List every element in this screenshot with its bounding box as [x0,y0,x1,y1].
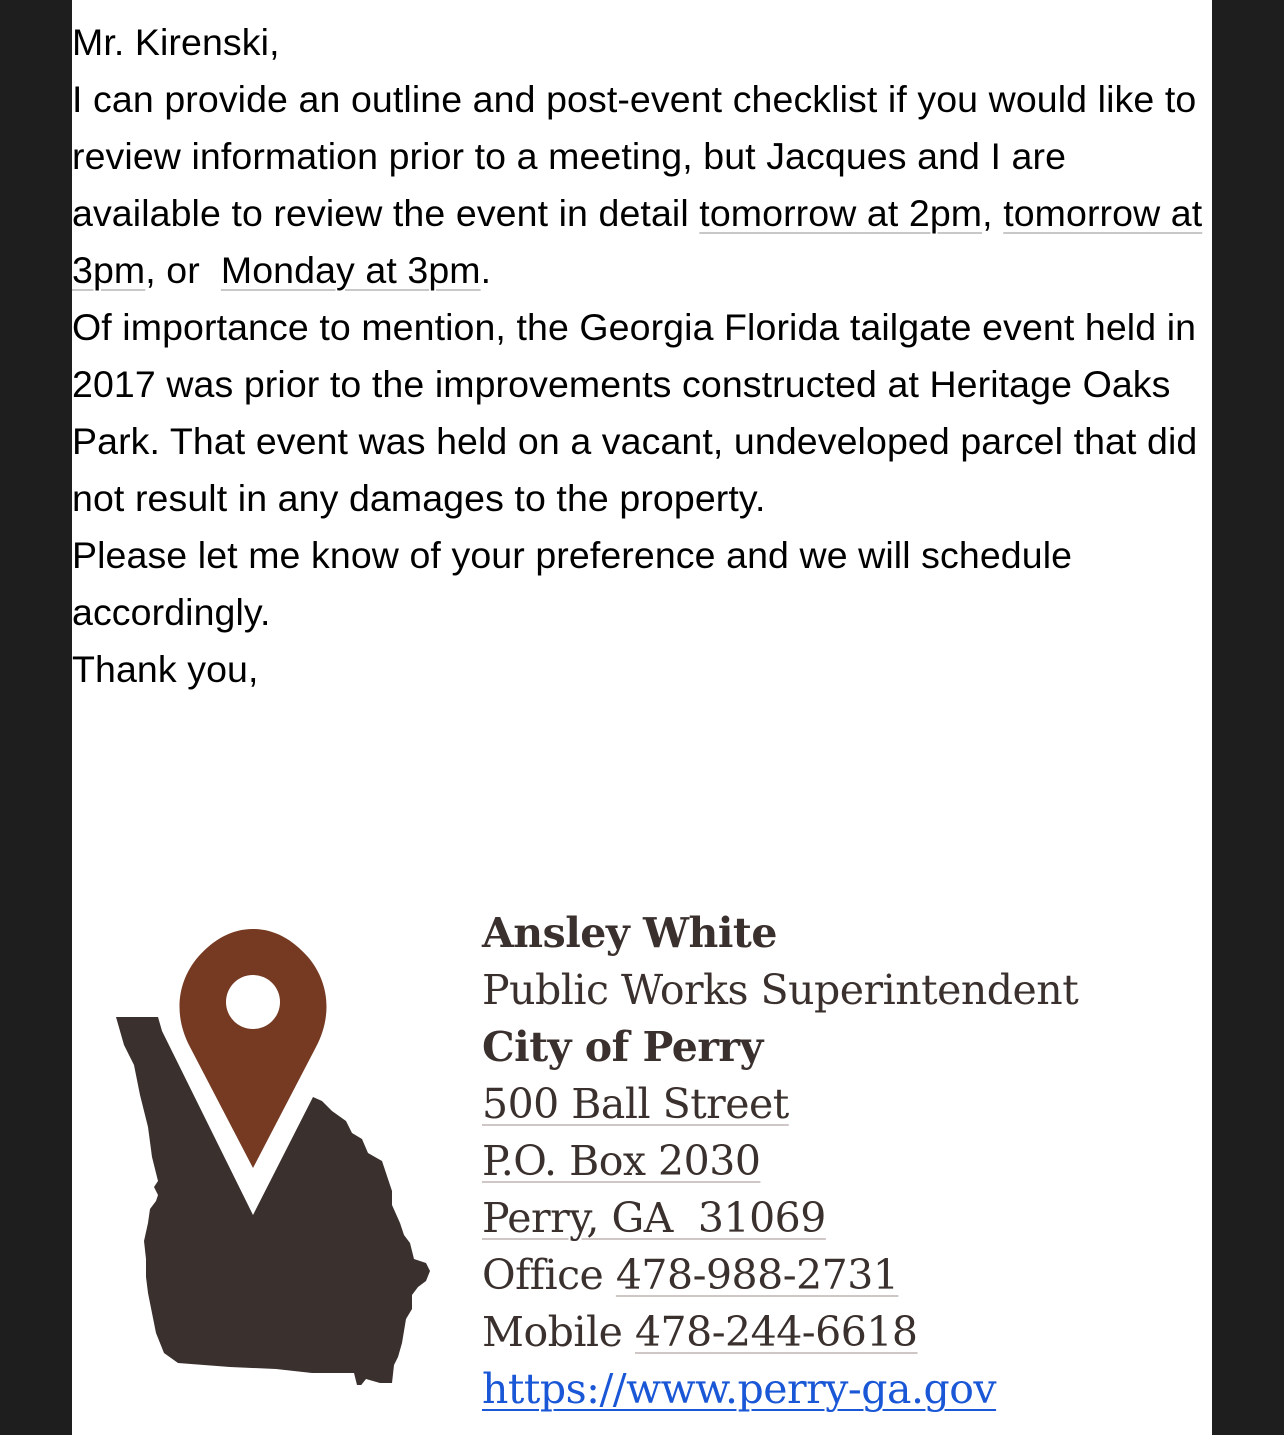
address-link-po-box[interactable]: P.O. Box 2030 [482,1137,761,1185]
signature-name: Ansley White [482,909,777,957]
email-message [72,14,1212,698]
website-link[interactable]: https://www.perry-ga.gov [482,1365,997,1413]
mobile-phone-link[interactable]: 478-244-6618 [634,1308,918,1356]
availability-text: I can provide an outline and post-event checklist if you would like to review information prior to a meeting, but Jacques and I are available to review the event in detail [72,78,1197,234]
signature-title: Public Works Superintendent [482,966,1079,1014]
signature-organization: City of Perry [482,1023,763,1071]
address-link-street[interactable]: 500 Ball Street [482,1080,789,1128]
email-body [72,0,1212,1435]
paragraph-availability [72,71,1212,299]
office-phone-link[interactable]: 478-988-2731 [615,1251,899,1299]
period-text: . [480,249,492,291]
paragraph-request: Please let me know of your preference and we will schedule accordingly. [72,534,1073,633]
time-option-link-1[interactable]: tomorrow at 2pm [699,192,983,234]
paragraph-context: Of importance to mention, the Georgia Florida tailgate event held in 2017 was prior to the improvements constructed at Heritage Oaks Park. That event was held on a vacant, undeveloped parcel that did not result in any damages to the property. [72,306,1198,519]
time-option-link-2[interactable]: tomorrow at 3pm [72,192,1203,291]
pin-hole [226,975,280,1029]
closing: Thank you, [72,648,259,690]
mobile-label: Mobile [482,1308,635,1356]
separator-text: , or [145,249,221,291]
office-label: Office [482,1251,616,1299]
time-option-link-3[interactable]: Monday at 3pm [220,249,481,291]
greeting: Mr. Kirenski, [72,21,280,63]
address-link-city[interactable]: Perry, GA 31069 [482,1194,826,1242]
georgia-map-pin-logo [100,905,440,1385]
separator-text: , [982,192,1004,234]
email-signature [482,905,1202,1418]
